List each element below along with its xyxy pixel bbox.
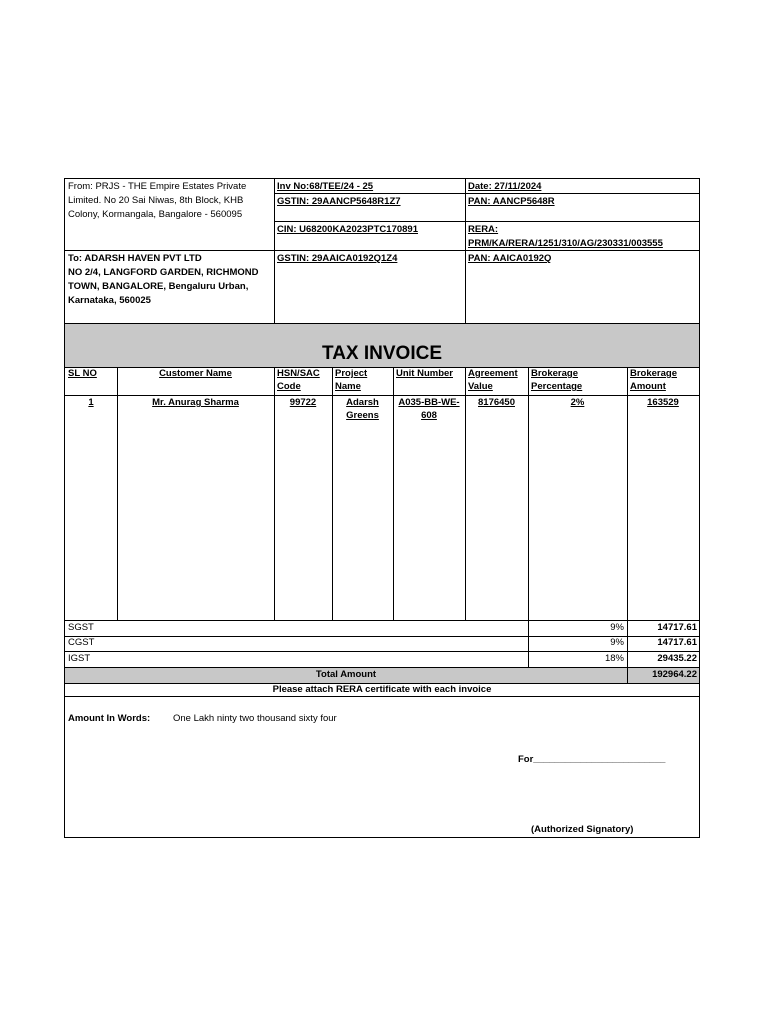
gstin-to: GSTIN: 29AAICA0192Q1Z4 <box>277 253 398 264</box>
gstin-from: GSTIN: 29AANCP5648R1Z7 <box>277 196 401 207</box>
rera-note: Please attach RERA certificate with each invoice <box>272 684 492 695</box>
row-hsn: 99722 <box>289 397 317 408</box>
sgst-amount: 14717.61 <box>657 622 697 633</box>
to-line-2: NO 2/4, LANGFORD GARDEN, RICHMOND <box>68 267 259 278</box>
cgst-label: CGST <box>68 637 95 648</box>
amount-in-words-value: One Lakh ninty two thousand sixty four <box>173 713 337 724</box>
igst-amount: 29435.22 <box>657 653 697 664</box>
divider <box>274 179 275 323</box>
invoice-date: Date: 27/11/2024 <box>468 181 542 192</box>
igst-label: IGST <box>68 653 91 664</box>
divider <box>465 179 466 323</box>
column-header-unit: Unit Number <box>396 368 453 379</box>
row-sl-no: 1 <box>88 397 94 408</box>
rera-value: PRM/KA/RERA/1251/310/AG/230331/003555 <box>468 238 663 249</box>
sgst-rate: 9% <box>610 622 624 633</box>
row-agreement-value: 8176450 <box>478 397 515 408</box>
column-header-agreement-2: Value <box>468 381 493 392</box>
total-amount: 192964.22 <box>652 669 697 680</box>
column-header-amount-2: Amount <box>630 381 666 392</box>
from-line-1: From: PRJS - THE Empire Estates Private <box>68 181 247 192</box>
page-title: TAX INVOICE <box>322 343 442 364</box>
column-header-agreement-1: Agreement <box>468 368 518 379</box>
sgst-label: SGST <box>68 622 94 633</box>
authorized-signatory: (Authorized Signatory) <box>531 824 634 835</box>
row-project-1: Adarsh <box>346 397 379 408</box>
to-line-4: Karnataka, 560025 <box>68 295 151 306</box>
cgst-rate: 9% <box>610 637 624 648</box>
column-header-percentage-1: Brokerage <box>531 368 578 379</box>
rera-label: RERA: <box>468 224 499 235</box>
to-line-3: TOWN, BANGALORE, Bengaluru Urban, <box>68 281 249 292</box>
igst-rate: 18% <box>604 653 624 664</box>
total-label: Total Amount <box>315 669 377 680</box>
row-brokerage-percentage: 2% <box>570 397 585 408</box>
column-header-hsn-2: Code <box>277 381 301 392</box>
column-header-project-2: Name <box>335 381 361 392</box>
cin: CIN: U68200KA2023PTC170891 <box>277 224 418 235</box>
row-brokerage-amount: 163529 <box>647 397 679 408</box>
amount-in-words-label: Amount In Words: <box>68 713 151 724</box>
to-line-1: To: ADARSH HAVEN PVT LTD <box>68 253 202 264</box>
invoice-number: Inv No:68/TEE/24 - 25 <box>277 181 374 192</box>
divider <box>65 323 699 324</box>
cgst-amount: 14717.61 <box>657 637 697 648</box>
column-header-percentage-2: Percentage <box>531 381 583 392</box>
pan-to: PAN: AAICA0192Q <box>468 253 552 264</box>
column-header-project-1: Project <box>335 368 368 379</box>
column-header-hsn-1: HSN/SAC <box>277 368 320 379</box>
row-project-2: Greens <box>346 410 379 421</box>
from-line-3: Colony, Kormangala, Bangalore - 560095 <box>68 209 243 220</box>
invoice-sheet <box>64 178 700 838</box>
from-line-2: Limited. No 20 Sai Niwas, 8th Block, KHB <box>68 195 244 206</box>
row-unit-1: A035-BB-WE- <box>398 397 460 408</box>
divider <box>274 221 699 222</box>
row-customer-name: Mr. Anurag Sharma <box>152 397 239 408</box>
column-header-customer: Customer Name <box>159 368 232 379</box>
row-unit-2: 608 <box>421 410 437 421</box>
column-header-amount-1: Brokerage <box>630 368 677 379</box>
for-signature-line: For_________________________ <box>518 754 666 765</box>
pan-from: PAN: AANCP5648R <box>468 196 555 207</box>
column-header-sl-no: SL NO <box>68 368 97 379</box>
